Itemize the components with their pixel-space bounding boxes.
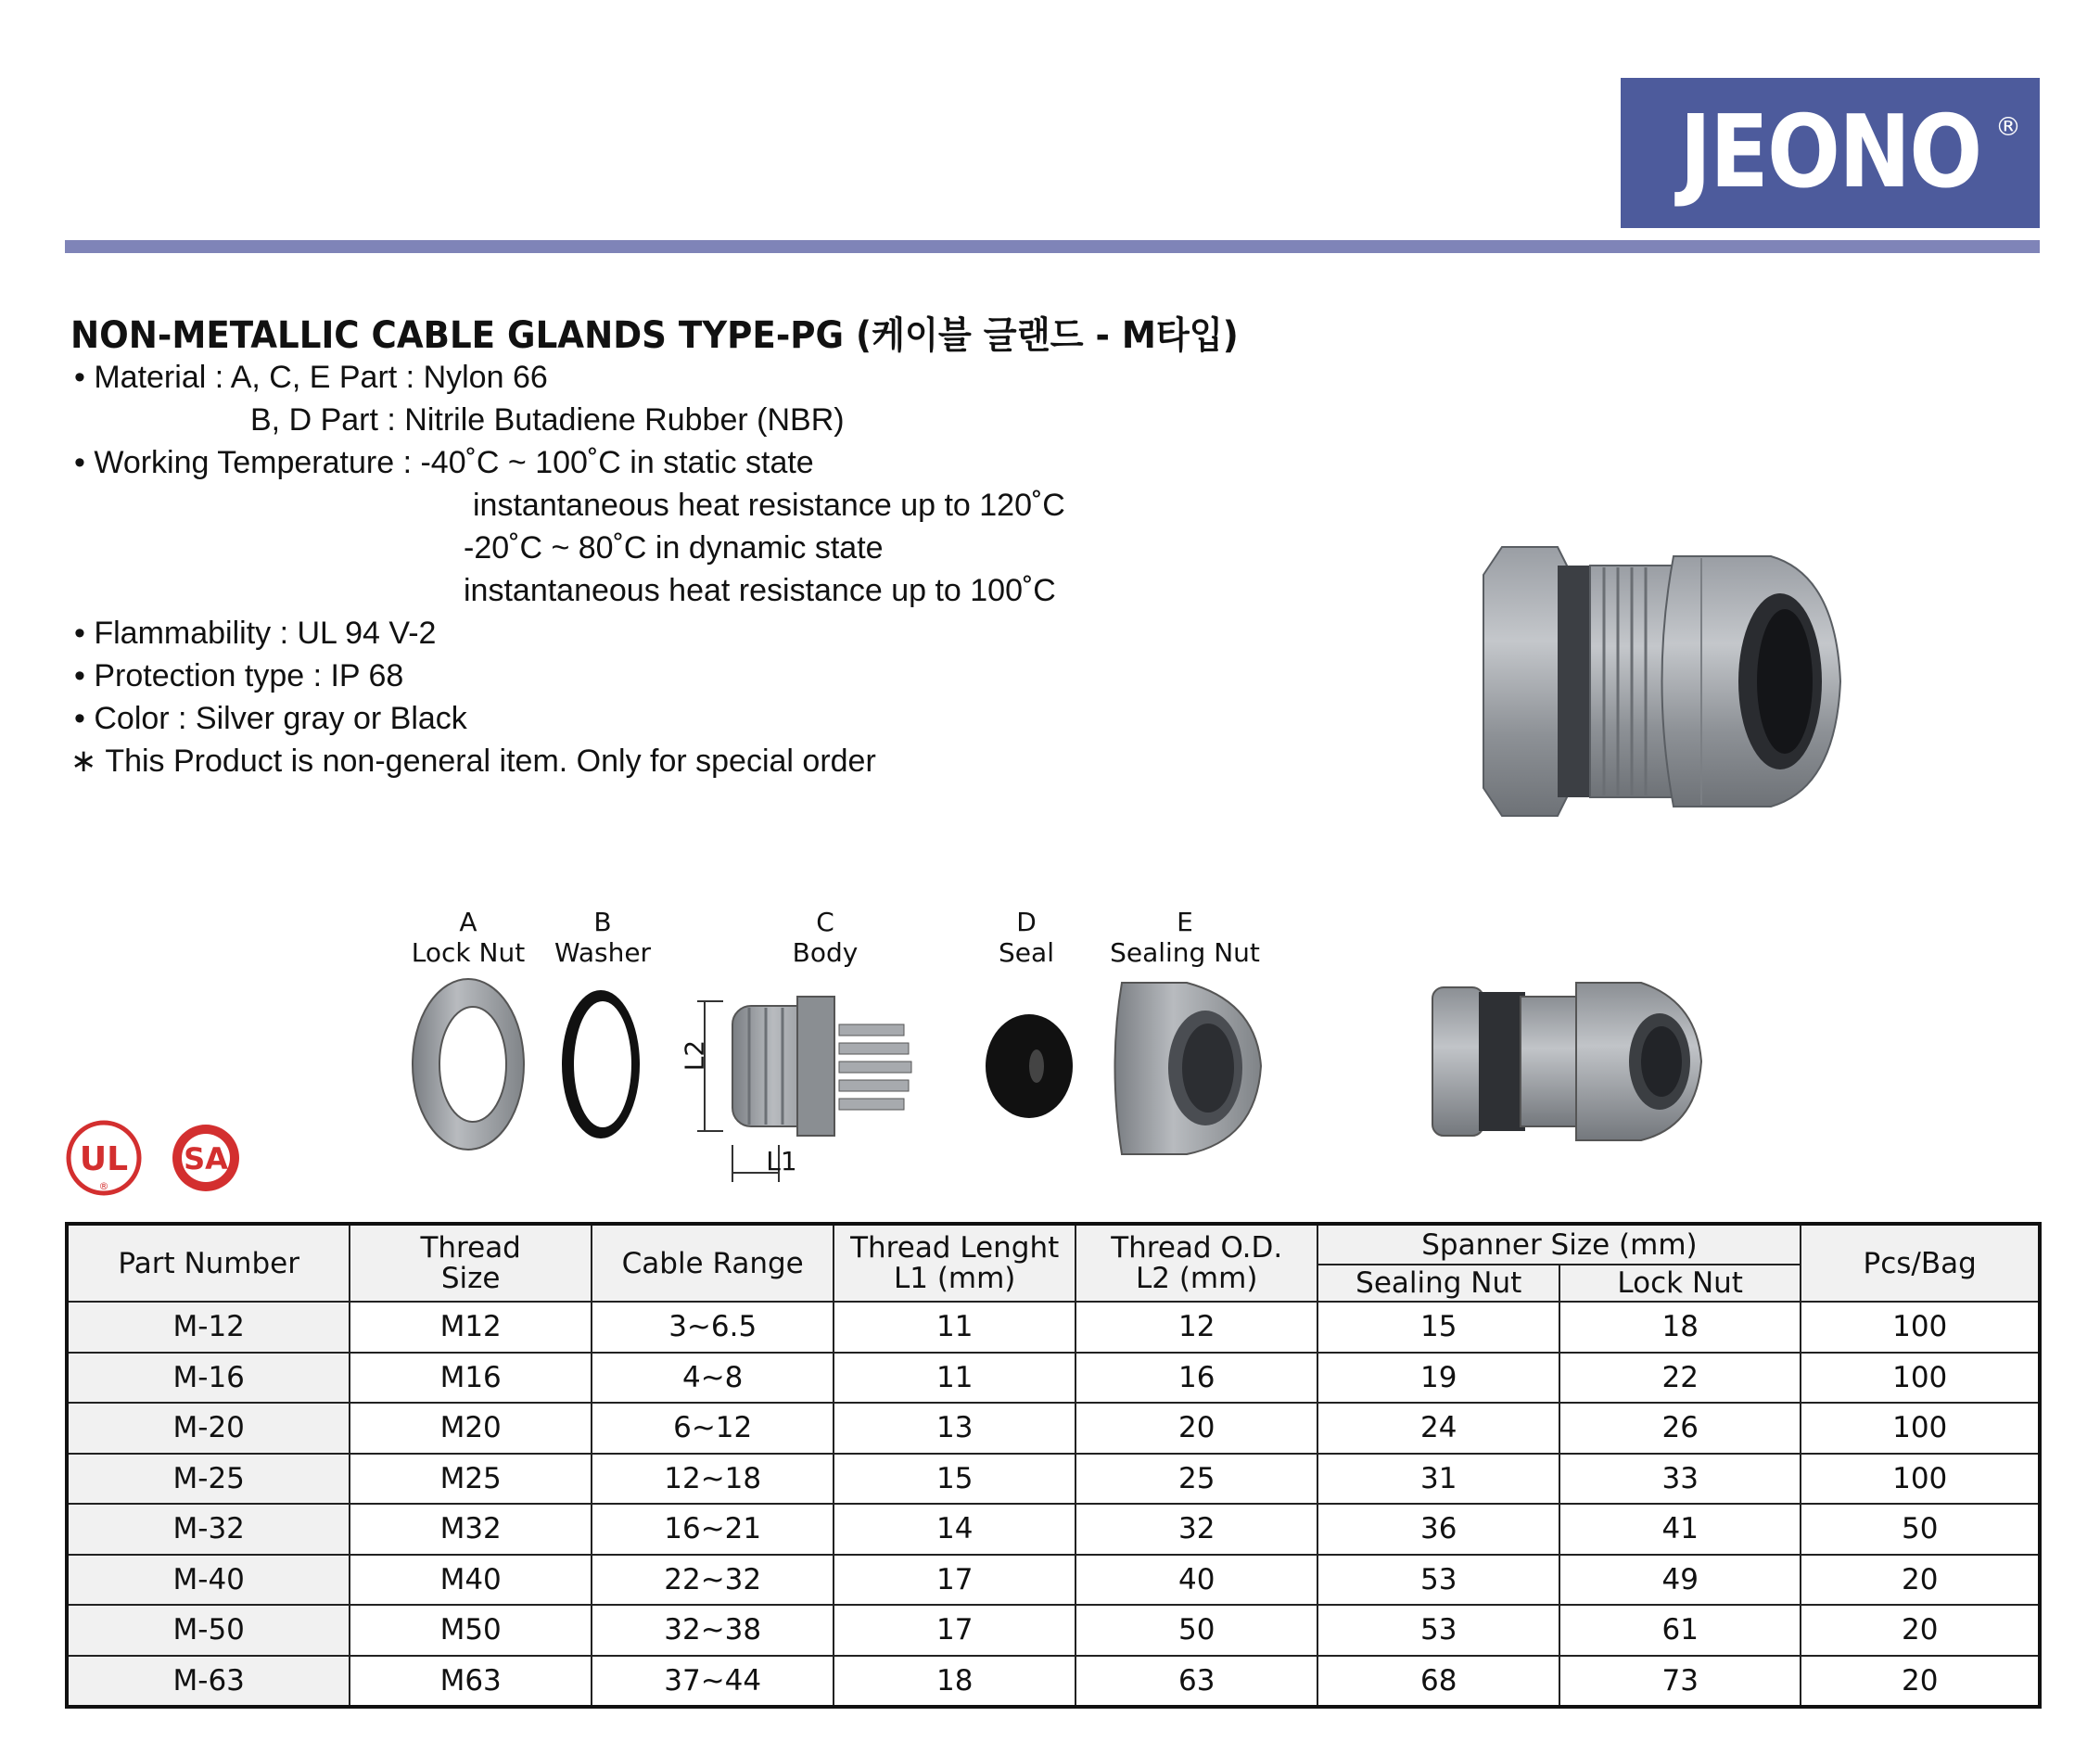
body-drawing — [697, 997, 911, 1182]
exploded-parts-diagram — [399, 964, 1326, 1196]
cell-thread-size: M20 — [350, 1403, 592, 1454]
part-letter-e: E — [1177, 907, 1193, 937]
cell-lock-nut: 49 — [1559, 1555, 1801, 1606]
cell-thread-size: M50 — [350, 1605, 592, 1656]
cell-sealing-nut: 15 — [1317, 1302, 1559, 1353]
part-label-b — [554, 907, 651, 968]
spec-note: ∗ This Product is non-general item. Only for special order — [70, 744, 876, 779]
cell-lock-nut: 61 — [1559, 1605, 1801, 1656]
part-name-b: Washer — [554, 937, 652, 968]
spec-temperature-l4: instantaneous heat resistance up to 100˚C — [464, 573, 1056, 608]
part-label-c — [793, 907, 859, 968]
cell-part-number: M-25 — [67, 1454, 350, 1505]
cell-sealing-nut: 19 — [1317, 1353, 1559, 1404]
cell-thread-length: 17 — [834, 1605, 1075, 1656]
cell-pcs-bag: 100 — [1801, 1454, 2040, 1505]
cell-cable-range: 37~44 — [592, 1656, 834, 1708]
cell-lock-nut: 73 — [1559, 1656, 1801, 1708]
cell-thread-size: M32 — [350, 1504, 592, 1555]
ul-reg-text: ® — [98, 1180, 109, 1192]
cell-thread-od: 16 — [1075, 1353, 1318, 1404]
cell-pcs-bag: 100 — [1801, 1353, 2040, 1404]
spec-temperature-l3: -20˚C ~ 80˚C in dynamic state — [464, 530, 884, 566]
cell-thread-od: 20 — [1075, 1403, 1318, 1454]
cell-pcs-bag: 20 — [1801, 1656, 2040, 1708]
header-cable-range: Cable Range — [592, 1224, 834, 1302]
cell-cable-range: 32~38 — [592, 1605, 834, 1656]
part-name-c: Body — [792, 937, 859, 968]
cell-pcs-bag: 50 — [1801, 1504, 2040, 1555]
spec-temperature-l2: instantaneous heat resistance up to 120˚C — [473, 488, 1065, 523]
spec-color: • Color : Silver gray or Black — [74, 701, 467, 736]
header-sealing-nut: Sealing Nut — [1317, 1265, 1559, 1302]
cell-lock-nut: 26 — [1559, 1403, 1801, 1454]
cell-pcs-bag: 20 — [1801, 1605, 2040, 1656]
cell-thread-size: M63 — [350, 1656, 592, 1708]
part-label-e — [1110, 907, 1260, 968]
brand-name: JEONO — [1679, 95, 1981, 210]
sealing-nut-drawing — [1115, 983, 1262, 1154]
cell-thread-size: M40 — [350, 1555, 592, 1606]
cell-part-number: M-20 — [67, 1403, 350, 1454]
cell-thread-od: 12 — [1075, 1302, 1318, 1353]
csa-certification-mark — [167, 1120, 246, 1196]
part-label-a — [412, 907, 525, 968]
cell-cable-range: 3~6.5 — [592, 1302, 834, 1353]
table-row — [67, 1353, 2040, 1404]
csa-text: SA — [184, 1141, 228, 1176]
cell-lock-nut: 41 — [1559, 1504, 1801, 1555]
header-rule — [65, 240, 2040, 253]
cell-thread-length: 15 — [834, 1454, 1075, 1505]
cell-thread-length: 11 — [834, 1302, 1075, 1353]
spec-material: • Material : A, C, E Part : Nylon 66 — [74, 360, 548, 395]
part-letter-a: A — [459, 907, 477, 937]
cell-cable-range: 4~8 — [592, 1353, 834, 1404]
cell-part-number: M-12 — [67, 1302, 350, 1353]
dimension-l1: L1 — [766, 1146, 797, 1176]
header-spanner-size: Spanner Size (mm) — [1317, 1224, 1801, 1265]
washer-drawing — [562, 990, 640, 1138]
cell-thread-length: 11 — [834, 1353, 1075, 1404]
table-row — [67, 1504, 2040, 1555]
lock-nut-drawing — [413, 979, 524, 1150]
cell-cable-range: 6~12 — [592, 1403, 834, 1454]
cell-cable-range: 22~32 — [592, 1555, 834, 1606]
table-row — [67, 1403, 2040, 1454]
brand-logo — [1621, 78, 2040, 228]
ul-certification-mark — [65, 1120, 144, 1196]
assembled-gland-drawing — [1428, 973, 1715, 1150]
cell-thread-length: 17 — [834, 1555, 1075, 1606]
spec-material-cont: B, D Part : Nitrile Butadiene Rubber (NBR) — [250, 402, 845, 438]
cell-thread-length: 13 — [834, 1403, 1075, 1454]
cell-thread-length: 18 — [834, 1656, 1075, 1708]
cable-gland-photo — [1465, 538, 1854, 825]
ul-text: UL — [79, 1140, 129, 1178]
cell-thread-od: 50 — [1075, 1605, 1318, 1656]
cell-lock-nut: 33 — [1559, 1454, 1801, 1505]
spec-flammability: • Flammability : UL 94 V-2 — [74, 616, 437, 651]
page-title: NON-METALLIC CABLE GLANDS TYPE-PG (케이블 글랜드 - M타입) — [70, 314, 1239, 357]
registered-mark: ® — [1995, 111, 2021, 142]
table-row — [67, 1555, 2040, 1606]
cell-thread-size: M12 — [350, 1302, 592, 1353]
spec-temperature: • Working Temperature : -40˚C ~ 100˚C in static state — [74, 445, 814, 480]
header-part-number: Part Number — [67, 1224, 350, 1302]
part-letter-c: C — [816, 907, 834, 937]
cell-part-number: M-50 — [67, 1605, 350, 1656]
cell-sealing-nut: 36 — [1317, 1504, 1559, 1555]
cell-sealing-nut: 53 — [1317, 1555, 1559, 1606]
cell-thread-od: 63 — [1075, 1656, 1318, 1708]
table-row — [67, 1656, 2040, 1708]
cell-sealing-nut: 24 — [1317, 1403, 1559, 1454]
cell-part-number: M-32 — [67, 1504, 350, 1555]
header-pcs-bag: Pcs/Bag — [1801, 1224, 2040, 1302]
cell-thread-od: 32 — [1075, 1504, 1318, 1555]
cell-lock-nut: 22 — [1559, 1353, 1801, 1404]
cell-part-number: M-63 — [67, 1656, 350, 1708]
part-letter-d: D — [1016, 907, 1037, 937]
cell-cable-range: 12~18 — [592, 1454, 834, 1505]
cell-part-number: M-40 — [67, 1555, 350, 1606]
cell-sealing-nut: 53 — [1317, 1605, 1559, 1656]
table-row — [67, 1605, 2040, 1656]
part-letter-b: B — [593, 907, 612, 937]
cell-part-number: M-16 — [67, 1353, 350, 1404]
seal-drawing — [986, 1014, 1073, 1118]
header-thread-od: Thread O.D. L2 (mm) — [1075, 1224, 1318, 1302]
header-lock-nut: Lock Nut — [1559, 1265, 1801, 1302]
cell-thread-size: M25 — [350, 1454, 592, 1505]
cell-thread-od: 40 — [1075, 1555, 1318, 1606]
cell-pcs-bag: 20 — [1801, 1555, 2040, 1606]
cell-pcs-bag: 100 — [1801, 1403, 2040, 1454]
cell-lock-nut: 18 — [1559, 1302, 1801, 1353]
specification-table — [65, 1222, 2042, 1709]
cell-thread-length: 14 — [834, 1504, 1075, 1555]
cell-sealing-nut: 68 — [1317, 1656, 1559, 1708]
part-name-a: Lock Nut — [411, 937, 526, 968]
spec-protection: • Protection type : IP 68 — [74, 658, 404, 693]
cell-thread-od: 25 — [1075, 1454, 1318, 1505]
part-name-d: Seal — [999, 937, 1054, 968]
part-label-d — [999, 907, 1054, 968]
table-row — [67, 1454, 2040, 1505]
table-row — [67, 1302, 2040, 1353]
header-thread-length: Thread Lenght L1 (mm) — [834, 1224, 1075, 1302]
cell-pcs-bag: 100 — [1801, 1302, 2040, 1353]
dimension-l2: L2 — [679, 1039, 710, 1072]
cell-sealing-nut: 31 — [1317, 1454, 1559, 1505]
part-name-e: Sealing Nut — [1110, 937, 1260, 968]
cell-thread-size: M16 — [350, 1353, 592, 1404]
header-thread-size: Thread Size — [350, 1224, 592, 1302]
cell-cable-range: 16~21 — [592, 1504, 834, 1555]
